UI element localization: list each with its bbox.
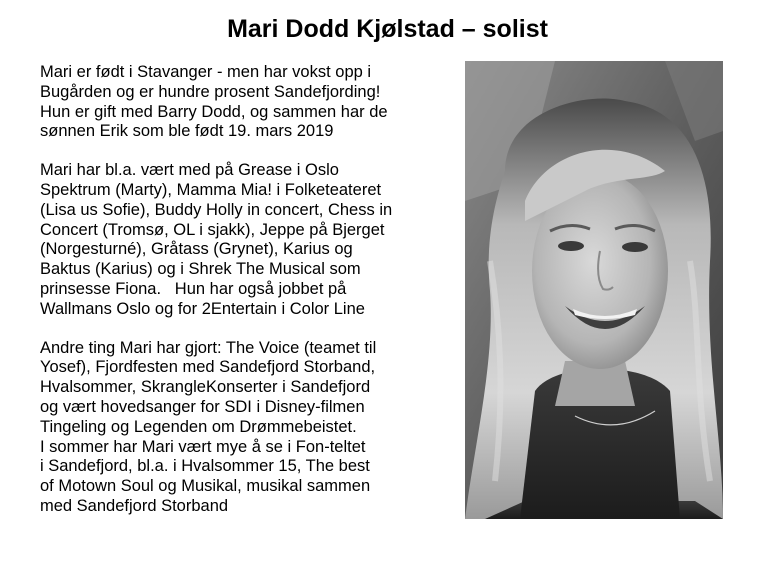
bio-line: Mari er født i Stavanger - men har vokst opp i <box>40 63 372 81</box>
bio-paragraph-intro <box>40 63 450 142</box>
bio-line: (Lisa us Sofie), Buddy Holly in concert, Chess in <box>40 200 393 219</box>
bio-line: prinsesse Fiona. Hun har også jobbet på <box>40 279 347 298</box>
page-title: Mari Dodd Kjølstad – solist <box>227 15 548 43</box>
bio-line: Hvalsommer, SkrangleKonserter i Sandefjord <box>40 378 371 397</box>
bio-line: Concert (Tromsø, OL i sjakk), Jeppe på Bjerget <box>40 220 385 239</box>
bio-line: I sommer har Mari vært mye å se i Fon-teltet <box>40 437 366 456</box>
bio-paragraph-roles <box>40 161 450 319</box>
bio-line: Hun er gift med Barry Dodd, og sammen har de <box>40 102 388 121</box>
bio-line: i Sandefjord, bl.a. i Hvalsommer 15, The best <box>40 457 370 476</box>
bio-line: Yosef), Fjordfesten med Sandefjord Storband, <box>40 358 376 377</box>
bio-line: Spektrum (Marty), Mamma Mia! i Folketeateret <box>40 180 382 199</box>
portrait-illustration <box>465 61 723 519</box>
bio-line: Bugården og er hundre prosent Sandefjording! <box>40 82 381 101</box>
bio-line: sønnen Erik som ble født 19. mars 2019 <box>40 122 334 141</box>
portrait-photo <box>465 61 723 519</box>
bio-line: Tingeling og Legenden om Drømmebeistet. <box>40 417 357 436</box>
bio-line: (Norgesturné), Gråtass (Grynet), Karius og <box>40 240 353 259</box>
bio-line: Mari har bl.a. vært med på Grease i Oslo <box>40 161 339 180</box>
bio-line: og vært hovedsanger for SDI i Disney-filmen <box>40 397 365 416</box>
bio-paragraph-other <box>40 339 450 517</box>
bio-line: Baktus (Karius) og i Shrek The Musical som <box>40 260 361 279</box>
bio-line: Wallmans Oslo og for 2Entertain i Color Line <box>40 299 365 318</box>
biography-text <box>40 63 450 536</box>
bio-line: med Sandefjord Storband <box>40 496 229 515</box>
bio-line: Andre ting Mari har gjort: The Voice (teamet til <box>40 338 377 357</box>
bio-line: of Motown Soul og Musikal, musikal sammen <box>40 477 371 496</box>
